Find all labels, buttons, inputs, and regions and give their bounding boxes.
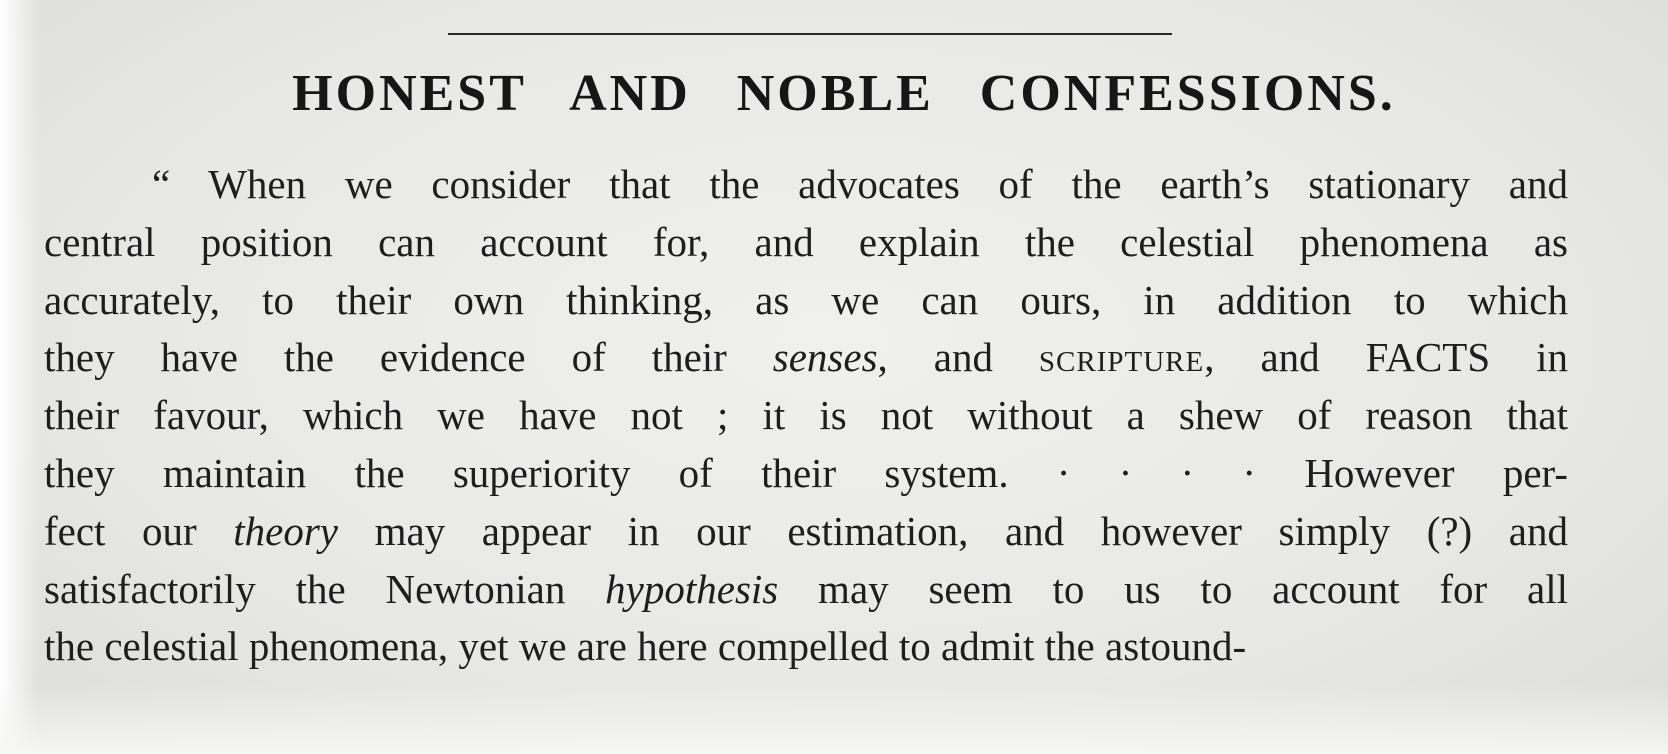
italic-word-hypothesis: hypothesis [605, 565, 779, 612]
text-line-7 [44, 503, 1568, 561]
page-title: HONEST AND NOBLE CONFESSIONS. [292, 65, 1396, 122]
text-line-8 [44, 561, 1568, 619]
italic-word-senses: senses [772, 334, 878, 381]
text-line-4 [44, 329, 1568, 387]
smallcaps-word-scripture: scripture [1038, 334, 1205, 381]
italic-word-theory: theory [233, 507, 339, 554]
text-line-8-part-1: satisfactorily the Newtonian [44, 565, 606, 612]
page-edge-bottom [0, 684, 1668, 754]
text-line-6: they maintain the superiority of their system. · · · · However per- [44, 449, 1568, 496]
text-line-9: the celestial phenomena, yet we are here compelled to admit the astound- [44, 623, 1247, 670]
text-line-8-part-2: may seem to us to account for all [778, 565, 1568, 612]
text-line-3: accurately, to their own thinking, as we can ours, in addition to which [44, 276, 1568, 323]
body-paragraph [44, 156, 1568, 676]
text-line-1: “ When we consider that the advocates of the earth’s stationary and [152, 161, 1568, 207]
text-line-4-part-2: , and [877, 334, 1039, 381]
top-rule [448, 33, 1172, 35]
text-line-4-part-3: , and FACTS in [1204, 334, 1568, 381]
text-line-2: central position can account for, and explain the celestial phenomena as [44, 218, 1568, 265]
text-line-4-part-1: they have the evidence of their [44, 334, 773, 381]
text-line-5: their favour, which we have not ; it is not without a shew of reason that [44, 392, 1568, 439]
text-line-7-part-1: fect our [44, 507, 234, 554]
text-line-7-part-2: may appear in our estimation, and however simply (?) and [338, 507, 1568, 554]
